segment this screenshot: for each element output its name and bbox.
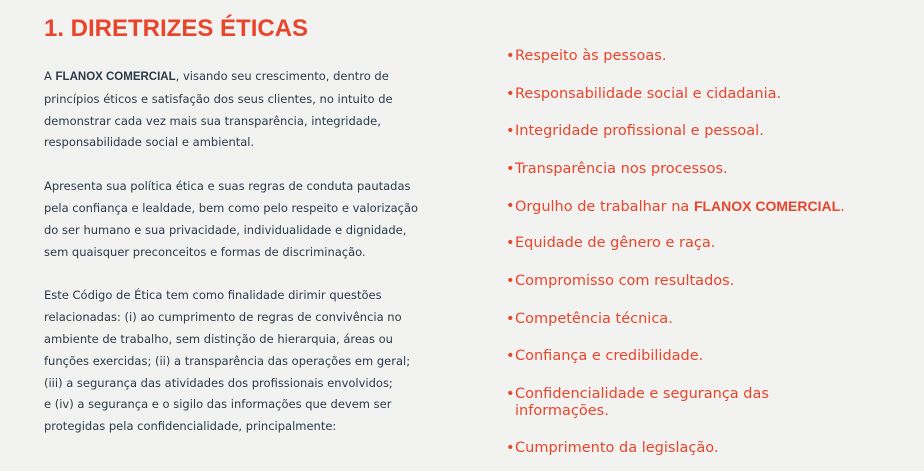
paragraph-text: A: [44, 69, 56, 83]
list-item-text: Responsabilidade social e cidadania.: [515, 86, 782, 102]
list-item-text: [515, 198, 906, 216]
list-item-text-line: Confidencialidade e segurança das: [515, 386, 769, 402]
paragraph-line: ambiente de trabalho, sem distinção de hierarquia, áreas ou: [44, 331, 393, 346]
list-item-text: Equidade de gênero e raça.: [515, 235, 716, 251]
list-item: [506, 48, 906, 65]
bullet-icon: •: [506, 123, 515, 139]
bullet-icon: •: [506, 235, 515, 251]
list-item: [506, 161, 906, 178]
paragraph-line: protegidas pela confidencialidade, principalmente:: [44, 419, 337, 434]
bullet-icon: •: [506, 386, 515, 402]
list-item-text: Respeito às pessoas.: [515, 48, 667, 64]
list-item-text: Competência técnica.: [515, 311, 673, 327]
list-item: [506, 123, 906, 140]
paragraph-line: Apresenta sua política ética e suas regras de conduta pautadas: [44, 179, 411, 194]
policy-paragraph: [44, 176, 434, 263]
company-name: FLANOX COMERCIAL: [693, 198, 841, 214]
list-item: [506, 86, 906, 103]
list-item: [506, 440, 906, 457]
bullet-icon: •: [506, 198, 515, 214]
paragraph-line: do ser humano e sua privacidade, individualidade e dignidade,: [44, 222, 407, 237]
paragraph-line: (iii) a segurança das atividades dos profissionais envolvidos;: [44, 375, 393, 390]
company-name: FLANOX COMERCIAL: [55, 71, 176, 83]
list-item: [506, 386, 906, 420]
paragraph-line: relacionadas: (i) ao cumprimento de regras de convivência no: [44, 310, 402, 325]
bullet-icon: •: [506, 440, 515, 456]
paragraph-text: , visando seu crescimento, dentro de: [175, 69, 389, 83]
paragraph-line: funções exercidas; (ii) a transparência das operações em geral;: [44, 353, 411, 368]
list-item-text: Confiança e credibilidade.: [515, 348, 704, 364]
code-purpose-paragraph: [44, 285, 434, 438]
page-title: 1. DIRETRIZES ÉTICAS: [44, 15, 309, 42]
list-item: [506, 198, 906, 216]
list-item: [506, 348, 906, 365]
intro-paragraph: [44, 66, 434, 154]
intro-column: [44, 66, 434, 460]
list-item-text-part: Orgulho de trabalhar na: [515, 199, 694, 215]
paragraph-line: responsabilidade social e ambiental.: [44, 135, 255, 150]
list-item-text: Cumprimento da legislação.: [515, 440, 719, 456]
list-item-text: Transparência nos processos.: [515, 161, 728, 177]
bullet-icon: •: [506, 311, 515, 327]
list-item: [506, 235, 906, 252]
paragraph-line: demonstrar cada vez mais sua transparência, integridade,: [44, 113, 381, 128]
paragraph-line: e (iv) a segurança e o sigilo das informações que devem ser: [44, 397, 392, 412]
list-item-text-line: informações.: [515, 403, 609, 419]
bullet-icon: •: [506, 48, 515, 64]
list-item: [506, 273, 906, 290]
bullet-icon: •: [506, 161, 515, 177]
list-item-text: Integridade profissional e pessoal.: [515, 123, 764, 139]
paragraph-line: pela confiança e lealdade, bem como pelo respeito e valorização: [44, 200, 419, 215]
list-item-text: Compromisso com resultados.: [515, 273, 735, 289]
paragraph-line: [44, 66, 434, 89]
list-item-text: [515, 386, 906, 420]
paragraph-line: Este Código de Ética tem como finalidade dirimir questões: [44, 288, 382, 303]
paragraph-line: princípios éticos e satisfação dos seus clientes, no intuito de: [44, 91, 393, 106]
list-item: [506, 311, 906, 328]
bullet-icon: •: [506, 348, 515, 364]
bullet-icon: •: [506, 273, 515, 289]
list-item-text-part: .: [840, 199, 845, 215]
paragraph-line: sem quaisquer preconceitos e formas de discriminação.: [44, 244, 366, 259]
bullet-icon: •: [506, 86, 515, 102]
